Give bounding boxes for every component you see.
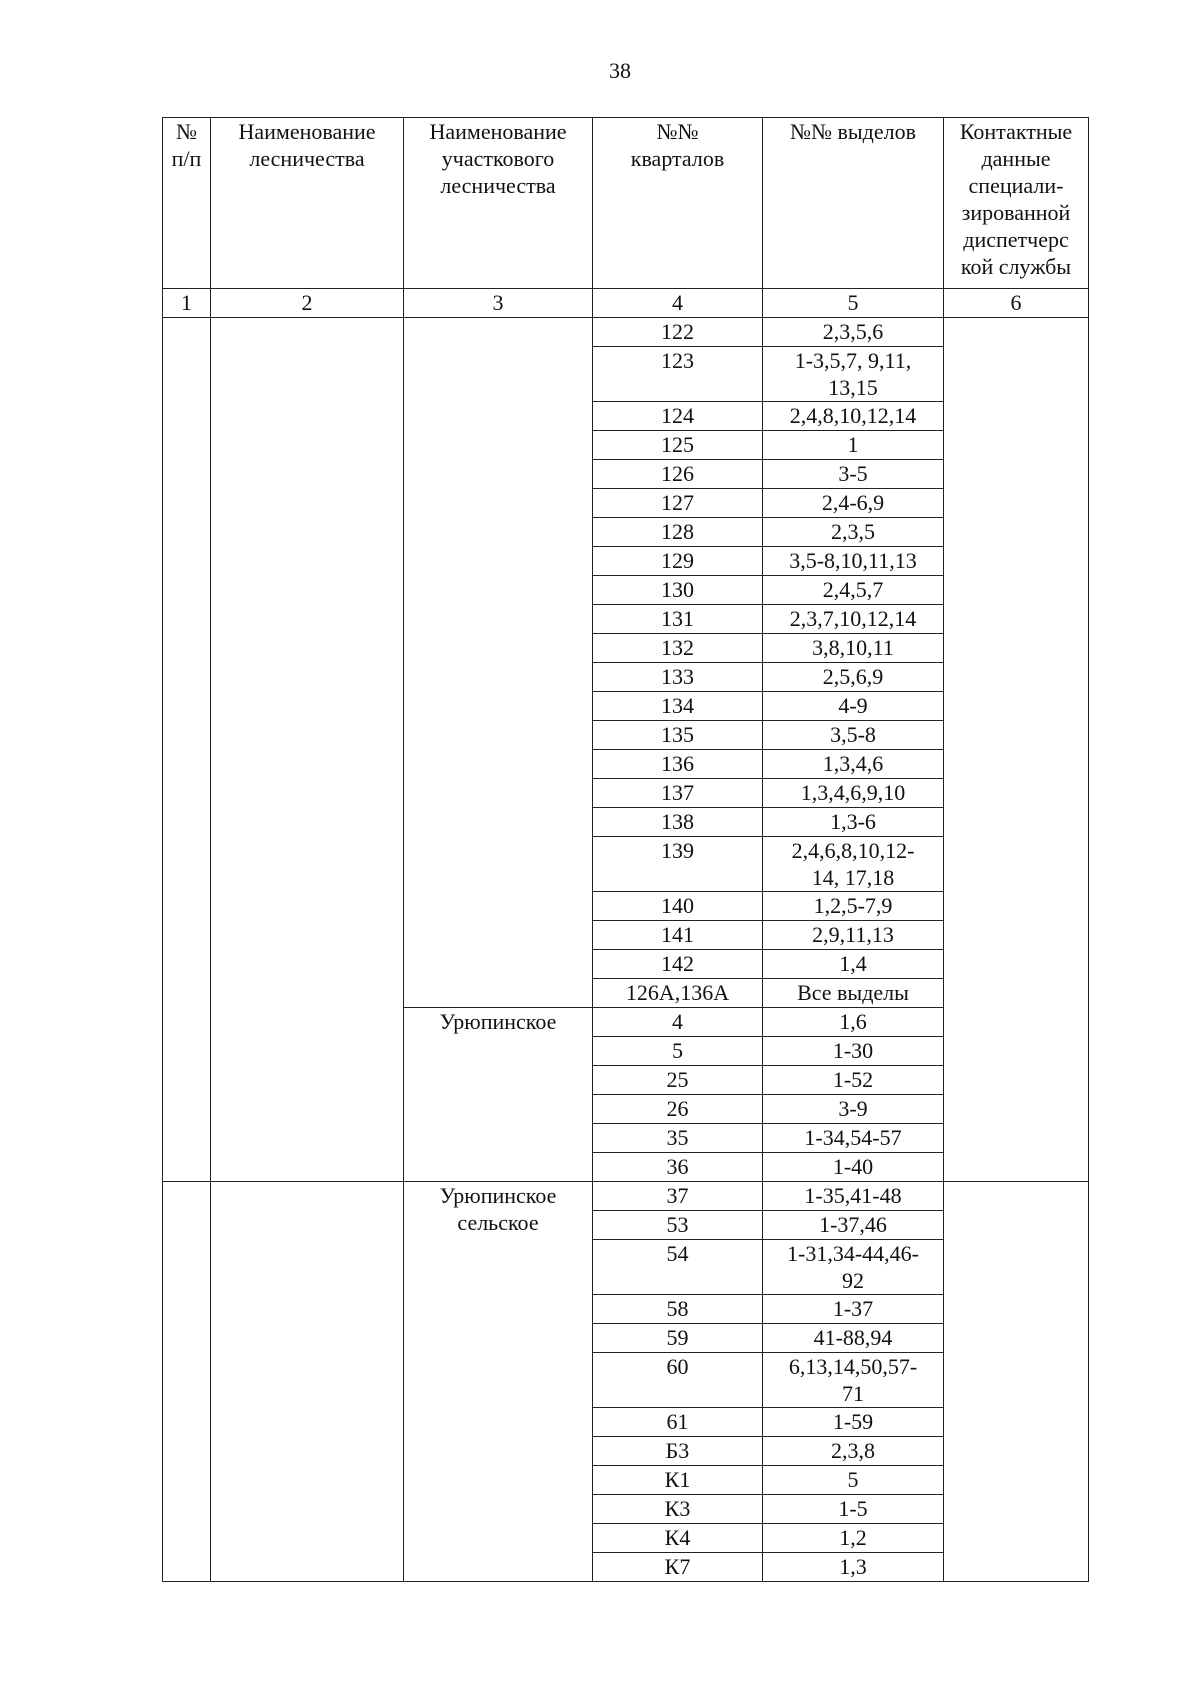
cell-vydely [763, 979, 944, 1008]
cell-district-forestry [404, 1008, 593, 1182]
cell-kvartal [593, 979, 763, 1008]
cell-kvartal [593, 808, 763, 837]
cell-kvartal [593, 837, 763, 892]
cell-kvartal [593, 721, 763, 750]
vydely-value: 3,8,10,11 [812, 635, 894, 660]
vydely-value: 1-37,46 [819, 1212, 887, 1237]
vydely-value: 3-9 [838, 1096, 868, 1121]
kvartal-value: 129 [661, 548, 694, 573]
vydely-value: 1-34,54-57 [804, 1125, 902, 1150]
cell-vydely [763, 1008, 944, 1037]
vydely-value: 1,3,4,6,9,10 [800, 780, 906, 805]
cell-kvartal [593, 547, 763, 576]
cell-kvartal [593, 576, 763, 605]
cell-kvartal [593, 1524, 763, 1553]
cell-kvartal [593, 892, 763, 921]
cell-vydely [763, 518, 944, 547]
kvartal-value: 123 [661, 348, 694, 373]
cell-kvartal [593, 1295, 763, 1324]
cell-kvartal [593, 779, 763, 808]
cell-vydely [763, 1066, 944, 1095]
cell-kvartal [593, 1466, 763, 1495]
kvartal-value: 126А,136А [625, 980, 730, 1005]
header-number-text: № п/п [171, 119, 202, 171]
cell-kvartal [593, 605, 763, 634]
vydely-value: 1,2,5-7,9 [813, 893, 893, 918]
vydely-value: Все выделы [797, 980, 909, 1005]
kvartal-value: 141 [661, 922, 694, 947]
cell-kvartal [593, 347, 763, 402]
header-vydely [763, 118, 944, 289]
kvartal-value: 133 [661, 664, 694, 689]
table-row [163, 1182, 1089, 1211]
kvartal-value: 131 [661, 606, 694, 631]
cell-kvartal [593, 1240, 763, 1295]
vydely-value: 1,3 [839, 1554, 867, 1579]
cell-kvartal [593, 1153, 763, 1182]
cell-vydely [763, 837, 944, 892]
kvartal-value: 53 [666, 1212, 689, 1237]
cell-district-forestry [404, 1182, 593, 1582]
kvartal-value: 61 [666, 1409, 689, 1434]
vydely-value: 1-35,41-48 [804, 1183, 902, 1208]
vydely-value: 2,3,7,10,12,14 [789, 606, 917, 631]
cell-vydely [763, 489, 944, 518]
vydely-value: 2,3,5,6 [822, 319, 884, 344]
cell-kvartal [593, 518, 763, 547]
header-contacts [944, 118, 1089, 289]
kvartal-value: 36 [666, 1154, 689, 1179]
kvartal-value: 135 [661, 722, 694, 747]
cell-vydely [763, 1240, 944, 1295]
header-forestry [211, 118, 404, 289]
vydely-value: 1-59 [832, 1409, 874, 1434]
vydely-value: 1,2 [839, 1525, 867, 1550]
cell-kvartal [593, 1182, 763, 1211]
kvartal-value: 58 [666, 1296, 689, 1321]
cell-kvartal [593, 1008, 763, 1037]
cell-vydely [763, 692, 944, 721]
vydely-value: 3-5 [838, 461, 868, 486]
page-number: 38 [609, 58, 631, 83]
cell-kvartal [593, 663, 763, 692]
kvartal-value: 137 [661, 780, 694, 805]
cell-forestry [211, 1182, 404, 1582]
kvartal-value: 126 [661, 461, 694, 486]
vydely-value: 1-3,5,7, 9,11, 13,15 [794, 348, 912, 400]
cell-vydely [763, 1182, 944, 1211]
cell-kvartal [593, 1066, 763, 1095]
vydely-value: 1-31,34-44,46- 92 [787, 1241, 919, 1293]
kvartal-value: Б3 [665, 1438, 690, 1463]
cell-vydely [763, 605, 944, 634]
cell-kvartal [593, 318, 763, 347]
header-district-forestry-text: Наименование участкового лесничества [429, 119, 567, 198]
cell-vydely [763, 1095, 944, 1124]
cell-vydely [763, 1037, 944, 1066]
cell-vydely [763, 1408, 944, 1437]
cell-number [163, 318, 211, 1182]
cell-kvartal [593, 1353, 763, 1408]
kvartal-value: 26 [666, 1096, 689, 1121]
cell-district-forestry [404, 318, 593, 1008]
cell-vydely [763, 892, 944, 921]
vydely-value: 1,4 [839, 951, 867, 976]
vydely-value: 2,3,5 [831, 519, 875, 544]
cell-vydely [763, 347, 944, 402]
vydely-value: 4-9 [838, 693, 868, 718]
cell-vydely [763, 1124, 944, 1153]
kvartal-value: 139 [661, 838, 694, 863]
cell-vydely [763, 1324, 944, 1353]
vydely-value: 41-88,94 [813, 1325, 893, 1350]
vydely-value: 1-30 [832, 1038, 874, 1063]
vydely-value: 1,6 [839, 1009, 867, 1034]
column-number: 1 [163, 289, 211, 318]
table-body [163, 318, 1089, 1582]
cell-vydely [763, 547, 944, 576]
vydely-value: 1,3,4,6 [822, 751, 884, 776]
header-kvartals [593, 118, 763, 289]
cell-kvartal [593, 1495, 763, 1524]
vydely-value: 2,4,5,7 [822, 577, 884, 602]
vydely-value: 2,5,6,9 [822, 664, 884, 689]
vydely-value: 3,5-8,10,11,13 [789, 548, 917, 573]
cell-contacts [944, 1182, 1089, 1582]
kvartal-value: 124 [661, 403, 694, 428]
cell-vydely [763, 402, 944, 431]
cell-vydely [763, 921, 944, 950]
cell-forestry [211, 318, 404, 1182]
district-forestry-name: Урюпинское [439, 1009, 557, 1034]
vydely-value: 2,4-6,9 [821, 490, 885, 515]
kvartal-value: 5 [672, 1038, 683, 1063]
column-number: 3 [404, 289, 593, 318]
vydely-value: 1-5 [838, 1496, 868, 1521]
vydely-value: 1 [847, 432, 859, 457]
kvartal-value: 140 [661, 893, 694, 918]
cell-vydely [763, 634, 944, 663]
kvartal-value: 127 [661, 490, 694, 515]
cell-vydely [763, 318, 944, 347]
column-number: 5 [763, 289, 944, 318]
vydely-value: 6,13,14,50,57- 71 [788, 1354, 918, 1406]
cell-kvartal [593, 692, 763, 721]
kvartal-value: 128 [661, 519, 694, 544]
cell-contacts [944, 318, 1089, 1182]
vydely-value: 2,4,8,10,12,14 [789, 403, 917, 428]
kvartal-value: 136 [661, 751, 694, 776]
cell-kvartal [593, 1437, 763, 1466]
cell-kvartal [593, 634, 763, 663]
cell-vydely [763, 950, 944, 979]
cell-kvartal [593, 402, 763, 431]
vydely-value: 1-52 [832, 1067, 874, 1092]
cell-vydely [763, 1295, 944, 1324]
kvartal-value: 54 [666, 1241, 689, 1266]
column-number: 2 [211, 289, 404, 318]
cell-kvartal [593, 950, 763, 979]
vydely-value: 2,9,11,13 [812, 922, 894, 947]
cell-kvartal [593, 489, 763, 518]
cell-vydely [763, 1437, 944, 1466]
kvartal-value: К1 [664, 1467, 691, 1492]
cell-vydely [763, 1353, 944, 1408]
cell-kvartal [593, 1408, 763, 1437]
kvartal-value: 125 [661, 432, 694, 457]
kvartal-value: 60 [666, 1354, 689, 1379]
kvartal-value: К7 [664, 1554, 691, 1579]
kvartal-value: 59 [666, 1325, 689, 1350]
kvartal-value: 132 [661, 635, 694, 660]
kvartal-value: 4 [672, 1009, 683, 1034]
header-contacts-text: Контактные данные специали- зированной диспетчерс кой службы [959, 119, 1073, 279]
kvartal-value: К4 [664, 1525, 691, 1550]
district-forestry-name: Урюпинское сельское [439, 1183, 557, 1235]
cell-kvartal [593, 460, 763, 489]
cell-kvartal [593, 431, 763, 460]
cell-vydely [763, 779, 944, 808]
column-number: 4 [593, 289, 763, 318]
vydely-value: 5 [847, 1467, 859, 1492]
header-number [163, 118, 211, 289]
kvartal-value: 122 [661, 319, 694, 344]
cell-vydely [763, 1524, 944, 1553]
kvartal-value: 134 [661, 693, 694, 718]
cell-kvartal [593, 1095, 763, 1124]
cell-vydely [763, 1211, 944, 1240]
cell-vydely [763, 750, 944, 779]
header-row [163, 118, 1089, 289]
forest-register-table [162, 117, 1089, 1582]
column-number: 6 [944, 289, 1089, 318]
cell-number [163, 1182, 211, 1582]
cell-kvartal [593, 1037, 763, 1066]
cell-vydely [763, 808, 944, 837]
kvartal-value: К3 [664, 1496, 691, 1521]
header-district-forestry [404, 118, 593, 289]
vydely-value: 1-37 [832, 1296, 874, 1321]
vydely-value: 2,4,6,8,10,12- 14, 17,18 [791, 838, 915, 890]
kvartal-value: 138 [661, 809, 694, 834]
table-row [163, 318, 1089, 347]
cell-kvartal [593, 1124, 763, 1153]
vydely-value: 3,5-8 [830, 722, 876, 747]
vydely-value: 1,3-6 [830, 809, 876, 834]
cell-kvartal [593, 1553, 763, 1582]
kvartal-value: 25 [666, 1067, 689, 1092]
kvartal-value: 35 [666, 1125, 689, 1150]
cell-vydely [763, 1153, 944, 1182]
cell-kvartal [593, 1324, 763, 1353]
vydely-value: 2,3,8 [831, 1438, 875, 1463]
cell-vydely [763, 663, 944, 692]
header-vydely-text: №№ выделов [790, 119, 916, 144]
cell-kvartal [593, 921, 763, 950]
header-forestry-text: Наименование лесничества [238, 119, 376, 171]
kvartal-value: 142 [661, 951, 694, 976]
cell-vydely [763, 1466, 944, 1495]
cell-vydely [763, 1495, 944, 1524]
cell-vydely [763, 1553, 944, 1582]
kvartal-value: 130 [661, 577, 694, 602]
header-kvartals-text: №№ кварталов [630, 119, 725, 171]
cell-kvartal [593, 1211, 763, 1240]
cell-vydely [763, 460, 944, 489]
vydely-value: 1-40 [832, 1154, 874, 1179]
cell-vydely [763, 576, 944, 605]
kvartal-value: 37 [666, 1183, 689, 1208]
cell-kvartal [593, 750, 763, 779]
cell-vydely [763, 431, 944, 460]
column-number-row [163, 289, 1089, 318]
cell-vydely [763, 721, 944, 750]
